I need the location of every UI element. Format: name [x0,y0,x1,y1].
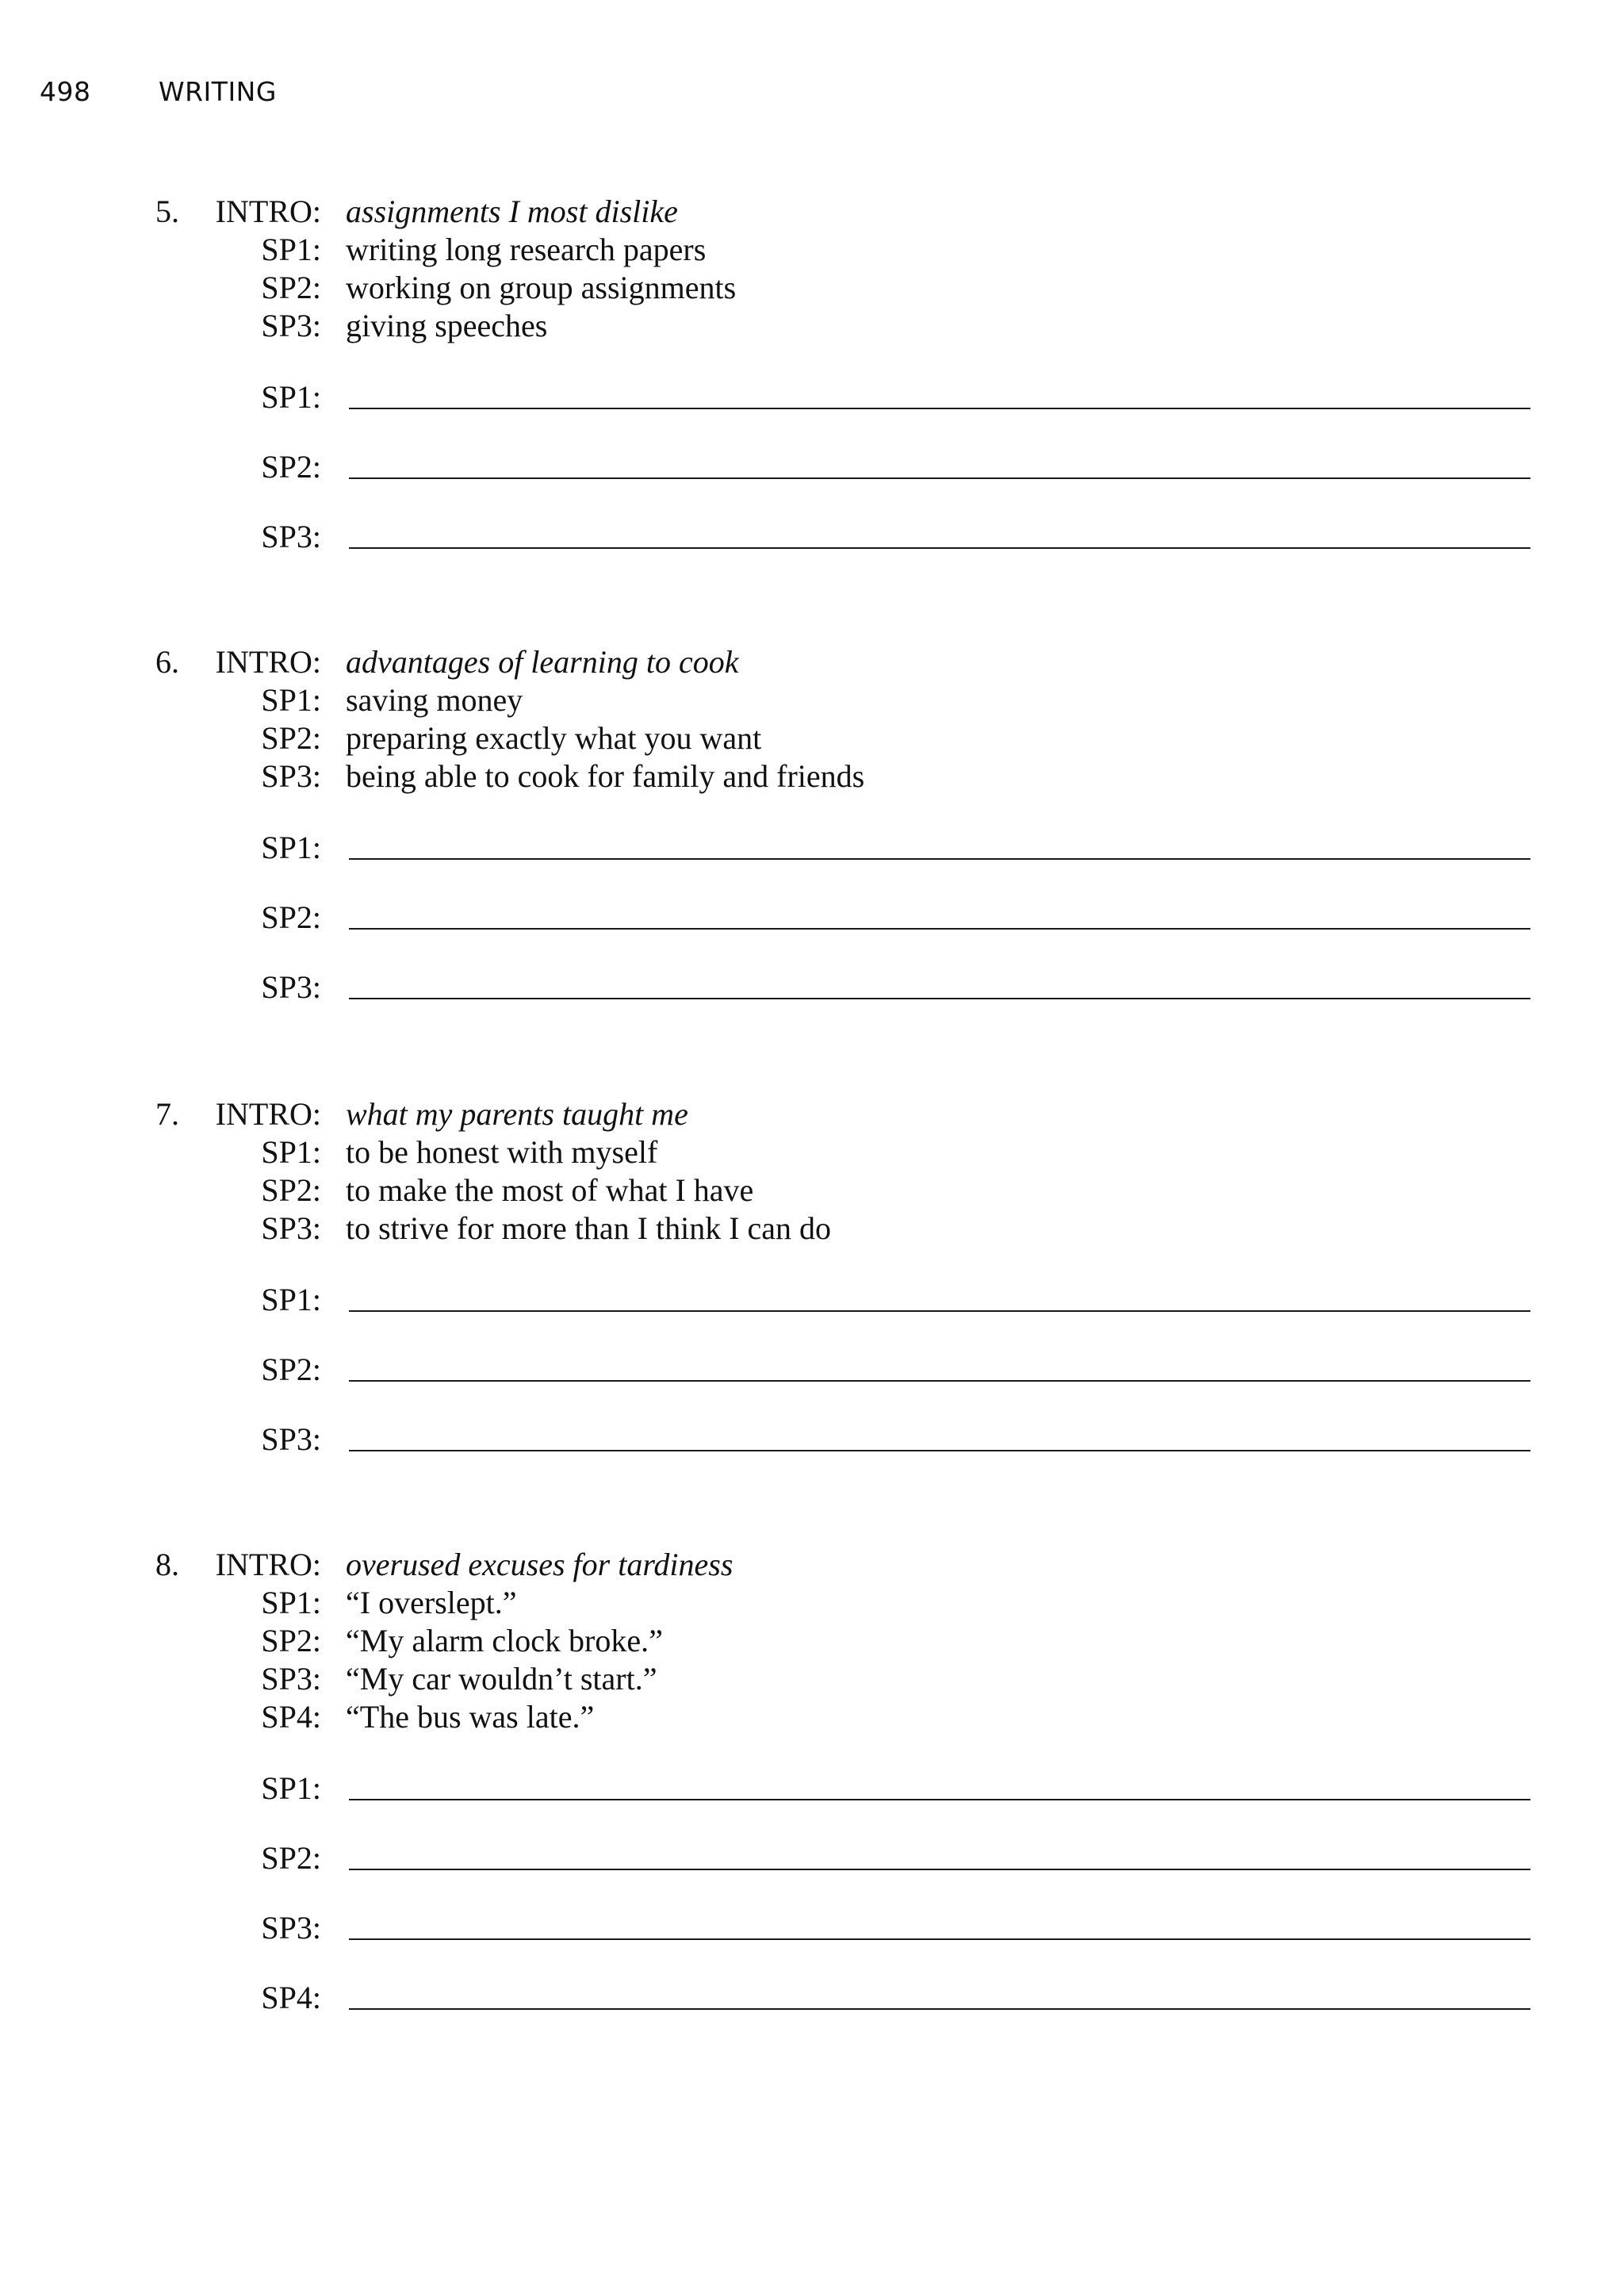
supporting-point-row [0,1623,1624,1659]
point-text: “My alarm clock broke.” [346,1623,663,1658]
answer-row [0,449,1624,485]
answer-line[interactable] [349,858,1530,860]
answer-line[interactable] [349,1450,1530,1451]
answer-label: SP2: [261,449,321,485]
answer-row [0,1980,1624,2016]
point-text: “The bus was late.” [346,1699,595,1735]
intro-topic: advantages of learning to cook [346,644,739,680]
answer-row [0,379,1624,416]
point-label: SP3: [261,1210,321,1246]
answer-label: SP1: [261,830,321,865]
intro-label: INTRO: [215,194,321,229]
answer-line[interactable] [349,1380,1530,1382]
answer-line[interactable] [349,1310,1530,1312]
section-title: WRITING [159,76,277,107]
answer-label: SP3: [261,519,321,554]
supporting-point-row [0,1661,1624,1697]
point-label: SP2: [261,270,321,305]
intro-topic: what my parents taught me [346,1096,688,1132]
point-text: to be honest with myself [346,1134,658,1170]
answer-line[interactable] [349,408,1530,409]
answer-row [0,519,1624,555]
answer-row [0,1421,1624,1458]
answer-label: SP4: [261,1980,321,2015]
answer-line[interactable] [349,1799,1530,1800]
answer-line[interactable] [349,928,1530,930]
answer-line[interactable] [349,998,1530,999]
point-label: SP2: [261,1623,321,1658]
supporting-point-row [0,758,1624,795]
intro-row [0,1547,1624,1583]
page-header [40,76,277,107]
answer-row [0,1352,1624,1388]
intro-row [0,194,1624,230]
answer-line[interactable] [349,1869,1530,1870]
supporting-point-row [0,1210,1624,1247]
point-label: SP3: [261,758,321,794]
answer-row [0,1770,1624,1807]
intro-row [0,1096,1624,1133]
supporting-point-row [0,1134,1624,1171]
point-text: “I overslept.” [346,1585,517,1620]
point-text: “My car wouldn’t start.” [346,1661,657,1697]
intro-row [0,644,1624,681]
answer-row [0,1282,1624,1318]
point-text: writing long research papers [346,232,707,267]
intro-topic: assignments I most dislike [346,194,678,229]
exercise-number: 8. [155,1547,179,1582]
point-label: SP2: [261,720,321,756]
point-text: preparing exactly what you want [346,720,762,756]
answer-label: SP2: [261,899,321,935]
point-label: SP3: [261,308,321,343]
answer-label: SP1: [261,379,321,415]
answer-row [0,1910,1624,1946]
supporting-point-row [0,308,1624,344]
answer-label: SP2: [261,1352,321,1387]
answer-label: SP3: [261,969,321,1005]
exercise-number: 6. [155,644,179,680]
answer-label: SP1: [261,1282,321,1317]
intro-label: INTRO: [215,1096,321,1132]
answer-line[interactable] [349,477,1530,479]
supporting-point-row [0,720,1624,757]
point-text: working on group assignments [346,270,737,305]
exercise-number: 5. [155,194,179,229]
answer-label: SP3: [261,1421,321,1457]
point-text: saving money [346,682,523,718]
point-label: SP4: [261,1699,321,1735]
point-text: to strive for more than I think I can do [346,1210,832,1246]
answer-row [0,830,1624,866]
point-label: SP1: [261,1134,321,1170]
answer-row [0,969,1624,1006]
supporting-point-row [0,682,1624,719]
point-label: SP1: [261,682,321,718]
point-text: giving speeches [346,308,548,343]
answer-label: SP2: [261,1840,321,1876]
intro-topic: overused excuses for tardiness [346,1547,733,1582]
page-number: 498 [40,76,91,107]
supporting-point-row [0,1172,1624,1209]
point-label: SP1: [261,232,321,267]
answer-row [0,899,1624,936]
point-label: SP2: [261,1172,321,1208]
intro-label: INTRO: [215,644,321,680]
intro-label: INTRO: [215,1547,321,1582]
supporting-point-row [0,232,1624,268]
point-label: SP1: [261,1585,321,1620]
point-text: to make the most of what I have [346,1172,754,1208]
answer-row [0,1840,1624,1877]
supporting-point-row [0,1699,1624,1735]
answer-label: SP1: [261,1770,321,1806]
answer-label: SP3: [261,1910,321,1946]
exercise-number: 7. [155,1096,179,1132]
answer-line[interactable] [349,1938,1530,1940]
supporting-point-row [0,270,1624,306]
supporting-point-row [0,1585,1624,1621]
answer-line[interactable] [349,547,1530,549]
point-label: SP3: [261,1661,321,1697]
answer-line[interactable] [349,2008,1530,2010]
point-text: being able to cook for family and friends [346,758,865,794]
